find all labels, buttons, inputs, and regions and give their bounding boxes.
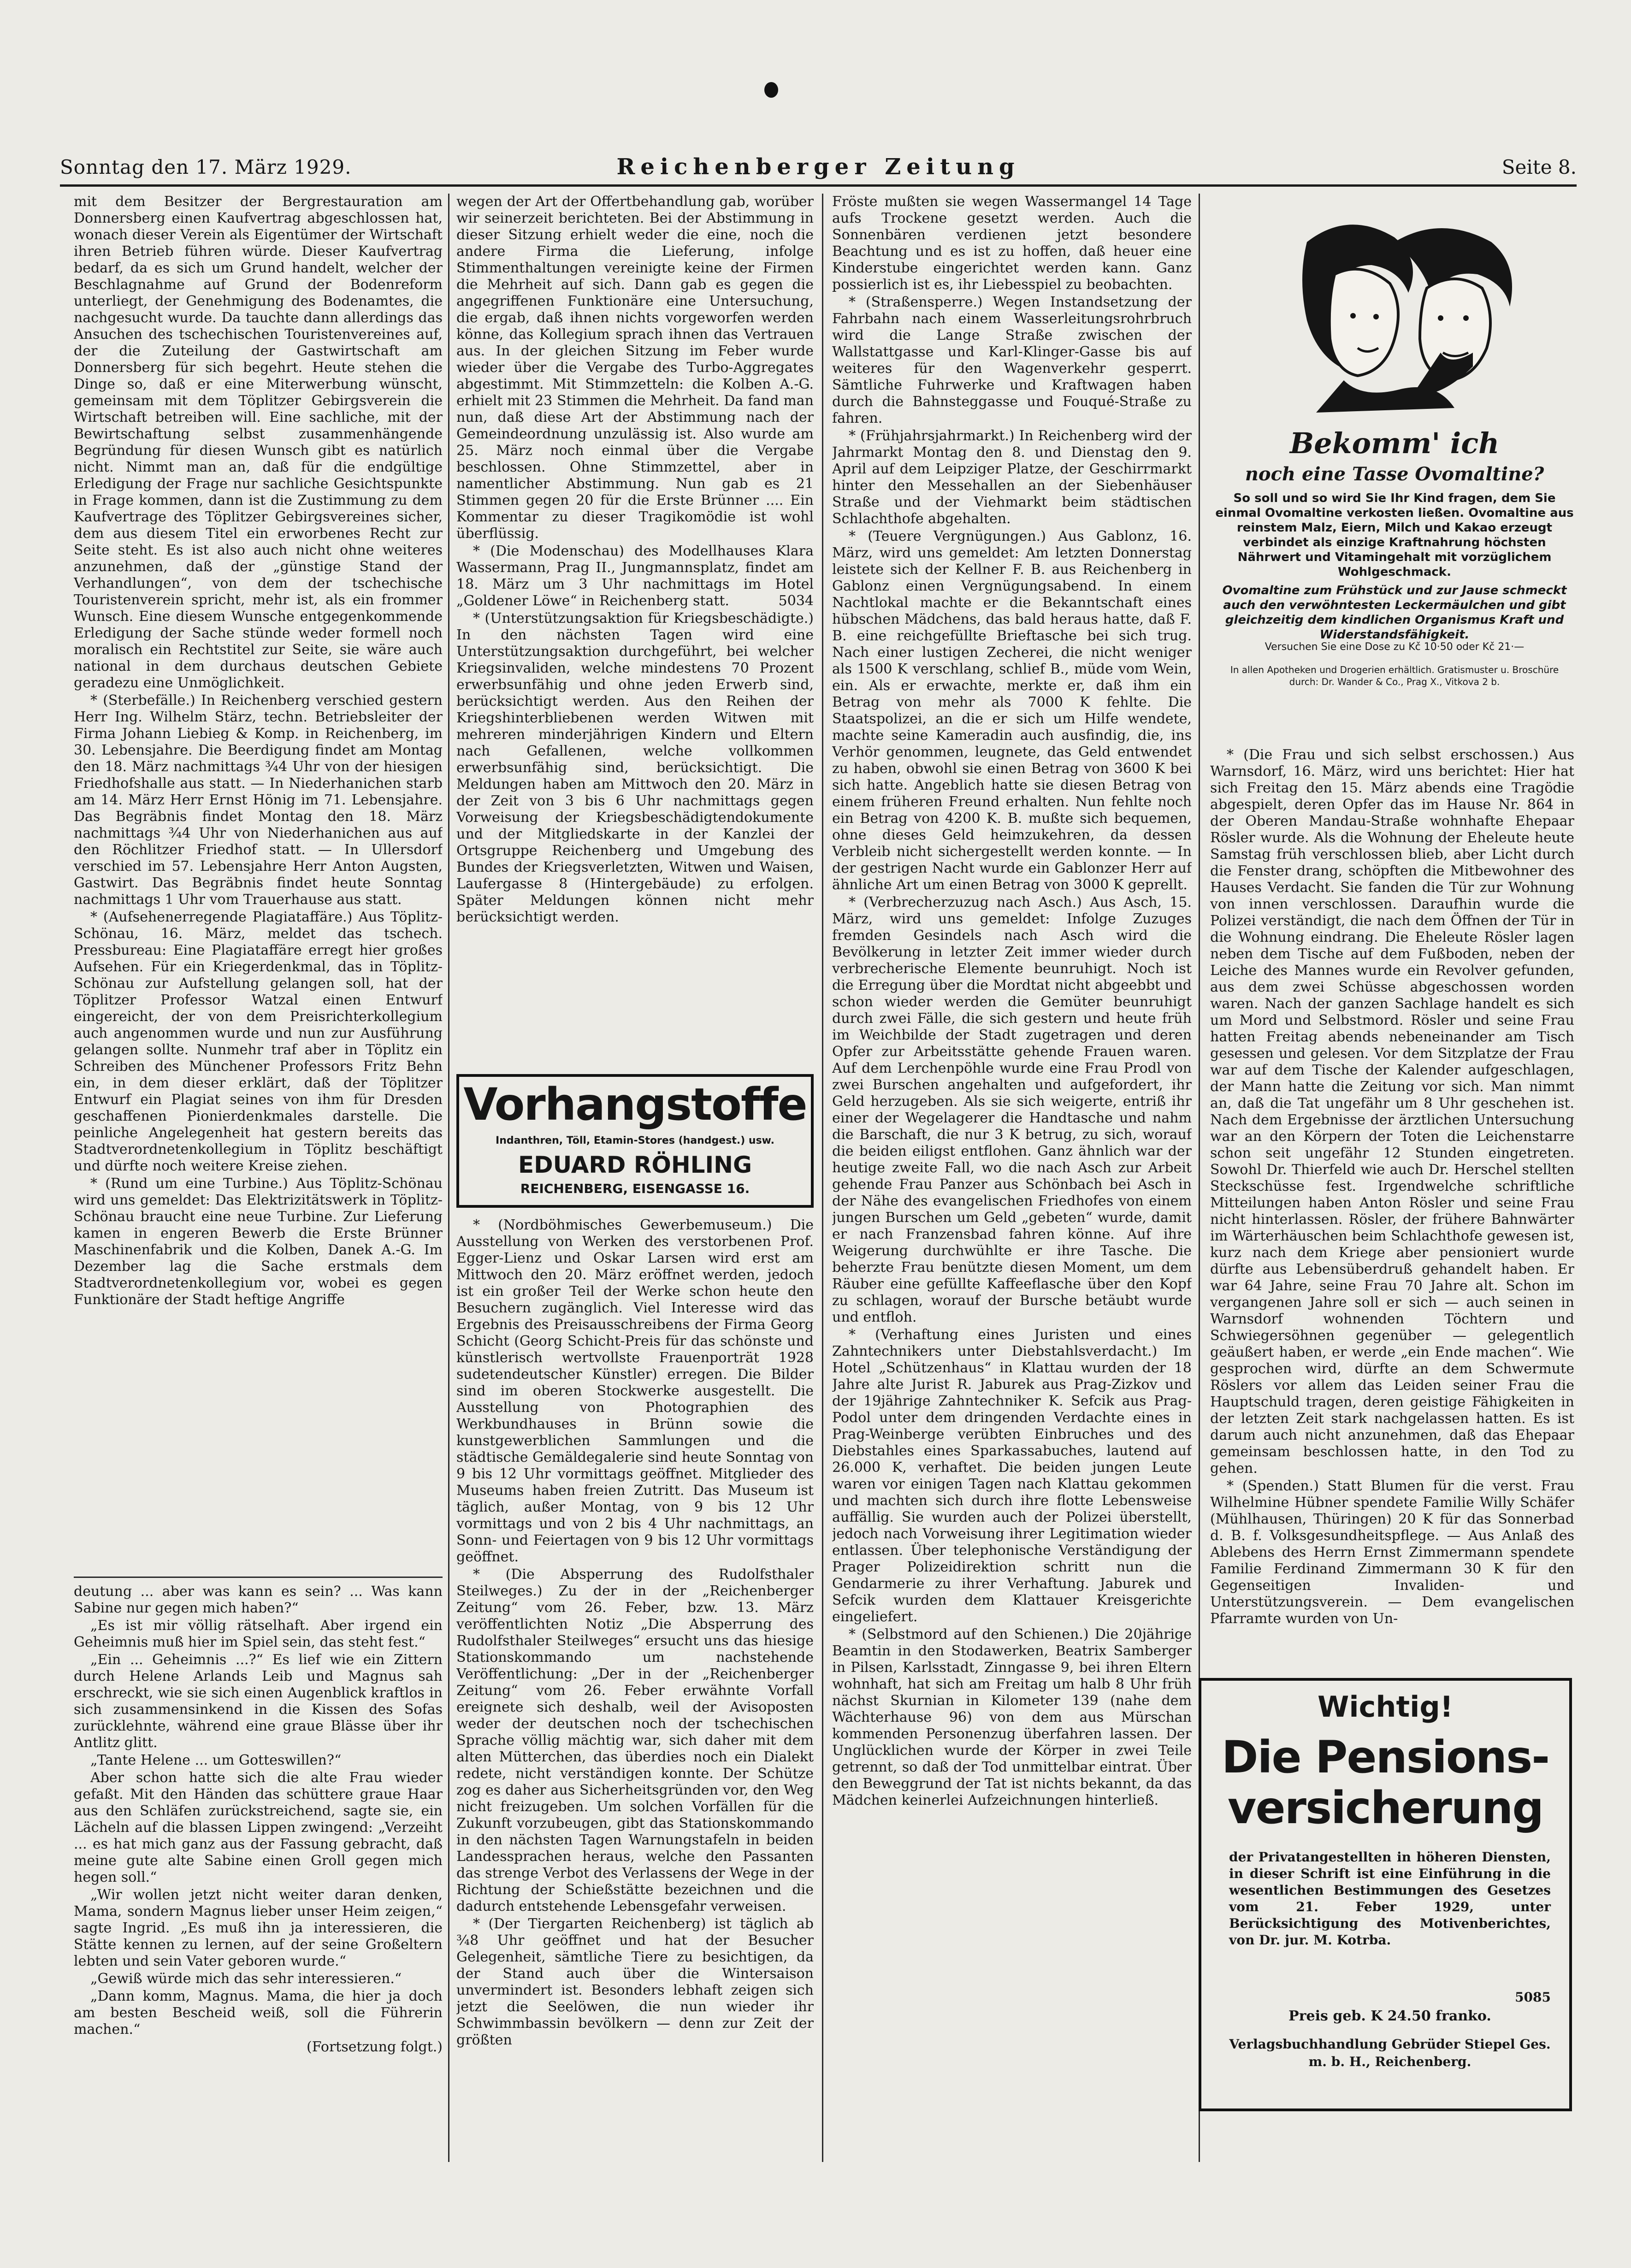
ad-subline: Indanthren, Töll, Etamin-Stores (handgest.) usw. xyxy=(496,1135,774,1146)
ad-offer: Versuchen Sie eine Dose zu Kč 10·50 oder Kč 21·— xyxy=(1265,641,1525,653)
ad-pensionsversicherung xyxy=(1199,1678,1572,2111)
article-paragraph: * (Verhaftung eines Juristen und eines Zahntechnikers unter Diebstahlsverdacht.) Im Hotel „Schützenhaus“ in Klattau wurden der 18 Jahre alte Jurist R. Jaburek aus Prag-Zizkov und der 19jährige Zahntechniker K. Sefcik aus Prag-Podol unter dem dringenden Verdachte eines in Prag-Weinberge verübten Einbruches und des Diebstahles eines Sparkassabuches, lautend auf 26.000 K, verhaftet. Die beiden jungen Leute waren vor einigen Tagen nach Klattau gekommen und machten sich durch ihre flotte Lebensweise auffällig. Sie wurden auch der Polizei überstellt, jedoch nach Vorweisung ihrer Legitimation wieder entlassen. Über telephonische Verständigung der Prager Polizeidirektion schritt nun die Gendarmerie zu ihrer Verhaftung. Jaburek und Sefcik wurden dem Klattauer Kreisgerichte eingeliefert. xyxy=(832,1327,1192,1625)
novel-paragraph: „Wir wollen jetzt nicht weiter daran denken, Mama, sondern Magnus lieber unser Heim zeigen,“ sagte Ingrid. „Es muß ihn ja interessieren, die Stätte kennen zu lernen, auf der seine Großeltern lebten und sein Vater geboren wurde.“ xyxy=(74,1887,443,1969)
article-paragraph: * (Sterbefälle.) In Reichenberg verschied gestern Herr Ing. Wilhelm Stärz, techn. Betriebsleiter der Firma Johann Liebieg & Komp. in Reichenberg, im 30. Lebensjahre. Die Beerdigung findet am Montag den 18. März nachmittags ¾4 Uhr von der hiesigen Friedhofshalle aus statt. — In Niederhanichen starb am 14. März Herr Ernst Hönig im 71. Lebensjahre. Das Begräbnis findet Montag den 18. März nachmittags ¾4 Uhr von Niederhanichen aus auf den Röchlitzer Friedhof statt. — In Ullersdorf verschied im 57. Lebensjahre Herr Anton Augsten, Gastwirt. Das Begräbnis findet heute Sonntag nachmittags 1 Uhr vom Trauerhause aus statt. xyxy=(74,692,443,908)
article-paragraph: * (Nordböhmisches Gewerbemuseum.) Die Ausstellung von Werken des verstorbenen Prof. Egger-Lienz und Oskar Larsen wird erst am Mittwoch den 20. März eröffnet werden, jedoch ist ein großer Teil der Werke schon heute den Besuchern zugänglich. Viel Interesse wird das Ergebnis des Preisausschreibens der Firma Georg Schicht (Georg Schicht-Preis für das schönste und künstlerisch wertvollste Frauenporträt 1928 sudetendeutscher Künstler) erregen. Die Bilder sind im oberen Stockwerke ausgestellt. Die Ausstellung von Photographien des Werkbundhauses in Brünn sowie die kunstgewerblichen Sammlungen und die städtische Gemäldegalerie sind heute Sonntag von 9 bis 12 Uhr vormittags geöffnet. Mitglieder des Museums haben freien Zutritt. Das Museum ist täglich, außer Montag, von 9 bis 12 Uhr vormittags und von 2 bis 4 Uhr nachmittags, an Sonn- und Feiertagen von 9 bis 12 Uhr vormittags geöffnet. xyxy=(456,1217,814,1565)
novel-paragraph: „Tante Helene ... um Gotteswillen?“ xyxy=(90,1752,342,1768)
article-paragraph: mit dem Besitzer der Bergrestauration am Donnersberg einen Kaufvertrag abgeschlossen hat, wonach dieser Verein als Eigentümer der Wirtschaft ihren Betrieb führen würde. Dieser Kaufvertrag bedarf, da es sich um Grund handelt, welcher der Beschlagnahme auf Grund der Bodenreform unterliegt, der Genehmigung des Bodenamtes, die nachgesucht wurde. Da tauchte dann allerdings das Ansuchen des tschechischen Touristenvereines auf, der die Zuteilung der Gastwirtschaft am Donnersberg für sich begehrt. Heute stehen die Dinge so, daß er eine Miterwerbung wünscht, gemeinsam mit dem Töplitzer Gebirgsverein die Wirtschaft betreiben will. Eine sachliche, mit der Bewirtschaftung selbst zusammenhängende Begründung für diesen Wunsch gibt es natürlich nicht. Nimmt man an, daß für die endgültige Erledigung der Frage nur sachliche Gesichtspunkte in Frage kommen, dann ist die Zustimmung zu dem Kaufvertrage des Töplitzer Gebirgsvereines sicher, dem aus diesem Titel ein erworbenes Recht zur Seite steht. Es ist also auch nicht ohne weiteres anzunehmen, daß der „günstige Stand der Verhandlungen“, von dem der tschechische Touristenverein spricht, mehr ist, als ein frommer Wunsch. Eine diesem Wunsche entgegenkommende Erledigung der Sache stünde weder formell noch moralisch ein Rechtstitel zur Seite, sie wäre auch national in dem durchaus deutschen Gebiete geradezu eine Unmöglichkeit. xyxy=(74,194,443,691)
ad-body: So soll und so wird Sie Ihr Kind fragen, dem Sie einmal Ovomaltine verkosten ließen. Ovomaltine aus reinstem Malz, Eiern, Milch und Kakao erzeugt verbindet als einzige Kraftnahrung höchsten Nährwert und Vitamingehalt mit vorzüglichem Wohlgeschmack. xyxy=(1215,491,1574,579)
ad-headline: Vorhangstoffe xyxy=(463,1079,807,1130)
article-paragraph: * (Straßensperre.) Wegen Instandsetzung der Fahrbahn nach einem Wasserleitungsrohrbruch wird die Lange Straße zwischen der Wallstattgasse und Karl-Klinger-Gasse bis auf weiteres für den Wagenverkehr gesperrt. Sämtliche Fuhrwerke und Kraftwagen haben durch die Bahnsteggasse und Fouqué-Straße zu fahren. xyxy=(832,294,1192,426)
article-paragraph: * (Die Frau und sich selbst erschossen.) Aus Warnsdorf, 16. März, wird uns berichtet: Hier hat sich Freitag den 15. März abends eine Tragödie abgespielt, deren Opfer das im Hause Nr. 864 in der Oberen Mandau-Straße wohnhafte Ehepaar Rösler wurde. Als die Wohnung der Eheleute heute Samstag früh verschlossen blieb, aber Licht durch die Fenster drang, schöpften die Mitbewohner des Hauses Verdacht. Sie fanden die Tür zur Wohnung von innen verschlossen. Daraufhin wurde die Polizei verständigt, die nach dem Öffnen der Tür in die Wohnung eindrang. Die Eheleute Rösler lagen neben dem Tische auf dem Fußboden, neben der Leiche des Mannes wurde ein Revolver gefunden, aus dem zwei Schüsse abgeschossen worden waren. Nach der ganzen Sachlage handelt es sich um Mord und Selbstmord. Rösler und seine Frau hatten Freitag abends nebeneinander am Tisch gesessen und gelesen. Vor dem Sitzplatze der Frau war auf dem Tische der Kalender aufgeschlagen, der Mann hatte die Zeitung vor sich. Man nimmt an, daß die Tat ungefähr um 8 Uhr geschehen ist. Nach dem Ergebnisse der ärztlichen Untersuchung war an den Körpern der Toten die Leichenstarre schon seit ungefähr 12 Stunden eingetreten. Sowohl Dr. Thierfeld wie auch Dr. Herschel stellten Steckschüsse fest. Irgendwelche schriftliche Mitteilungen haben Anton Rösler und seine Frau nicht hinterlassen. Rösler, der frühere Bahnwärter im Wärterhäuschen beim Schlachthofe gewesen ist, kurz nach dem Kriege aber pensioniert wurde dürfte aus Lebensüberdruß gehandelt haben. Er war 64 Jahre, seine Frau 70 Jahre alt. Schon im vergangenen Jahre soll er sich — auch seinen in Warnsdorf wohnenden Töchtern und Schwiegersöhnen gegenüber — gelegentlich geäußert haben, er werde „ein Ende machen“. Wie gesprochen wird, dürfte an dem Schwermute Röslers vor allem das Leiden seiner Frau die Hauptschuld tragen, deren geistige Fähigkeiten in der letzten Zeit stark nachgelassen hatten. Es ist darum auch nicht anzunehmen, daß das Ehepaar gemeinsam beschlossen hatte, in den Tod zu gehen. xyxy=(1210,747,1574,1477)
article-paragraph: * (Verbrecherzuzug nach Asch.) Aus Asch, 15. März, wird uns gemeldet: Infolge Zuzuges fremden Gesindels nach Asch wird die Bevölkerung in letzter Zeit immer wieder durch verbrecherische Elemente beunruhigt. Noch ist die Erregung über die Mordtat nicht abgeebbt und schon wieder werden die Gemüter beunruhigt durch zwei Fälle, die sich gestern und heute früh im Weichbilde der Stadt zugetragen und deren Opfer zur Arbeitsstätte gehende Frauen waren. Auf dem Lerchenpöhle wurde eine Frau Prodl von zwei Burschen angehalten und aufgefordert, ihr Geld herzugeben. Als sie sich weigerte, entriß ihr einer der Wegelagerer die Handtasche und nahm die Barschaft, die nur 3 K betrug, zu sich, worauf die beiden eiligst entflohen. Ganz ähnlich war der heutige zweite Fall, wo die nach Asch zur Arbeit gehende Frau Panzer aus Schönbach bei Asch in der Nähe des evangelischen Friedhofes von einem jungen Burschen um Geld „gebeten“ wurde, damit er nach Franzensbad fahren könne. Auf ihre Weigerung durchwühlte er ihre Tasche. Die beherzte Frau benützte diesen Moment, um dem Räuber eine gefüllte Kaffeeflasche über den Kopf zu schlagen, worauf der Bursche betäubt wurde und entfloh. xyxy=(832,894,1192,1325)
ad-body: der Privatangestellten in höheren Diensten, in dieser Schrift ist eine Einführung in die wesentlichen Bestimmungen des Gesetzes vom 21. Feber 1929, unter Berücksichtigung des Motivenberichtes, von Dr. jur. M. Kotrba. xyxy=(1229,1849,1551,1948)
novel-paragraph: deutung ... aber was kann es sein? ... Was kann Sabine nur gegen mich haben?“ xyxy=(74,1583,443,1616)
ad-attention: Wichtig! xyxy=(1317,1690,1454,1724)
column-2-bottom xyxy=(456,1217,814,2160)
mother-child-illustration xyxy=(1288,214,1528,413)
ad-price: Preis geb. K 24.50 franko. xyxy=(1288,2008,1491,2024)
article-paragraph xyxy=(456,543,814,609)
column-1 xyxy=(74,194,443,1572)
ad-firm: EDUARD RÖHLING xyxy=(518,1152,752,1178)
novel-paragraph: „Gewiß würde mich das sehr interessieren.“ xyxy=(90,1971,402,1987)
novel-paragraph: Aber schon hatte sich die alte Frau wieder gefaßt. Mit den Händen das schüttere graue Haar aus den Schläfen zurückstreichend, sagte sie, ein Lächeln auf die blassen Lippen zwingend: „Verzeiht ... es hat mich ganz aus der Fassung gebracht, daß meine gute alte Sabine einen Groll gegen mich hegen soll.“ xyxy=(74,1770,443,1885)
article-paragraph: * (Selbstmord auf den Schienen.) Die 20jährige Beamtin in den Stodawerken, Beatrix Samberger in Pilsen, Karlsstadt, Zinngasse 9, bei ihren Eltern wohnhaft, hat sich am Freitag um halb 8 Uhr früh nächst Skurnian in Kilometer 139 (nahe dem Wächterhause 96) von dem aus Mürschan kommenden Personenzug überfahren lassen. Der Unglücklichen wurde der Körper in zwei Teile getrennt, so daß der Tod unmittelbar eintrat. Über den Beweggrund der Tat ist nichts bekannt, da das Mädchen keinerlei Aufzeichnungen hinterließ. xyxy=(832,1626,1192,1808)
article-paragraph: * (Spenden.) Statt Blumen für die verst. Frau Wilhelmine Hübner spendete Familie Willy Schäfer (Mühlhausen, Thüringen) 20 K für das Sonnerbad d. B. f. Volksgesundheitspflege. — Aus Anlaß des Ablebens des Herrn Ernst Zimmermann spendete Familie Ferdinand Zimmermann 30 K für den Gegenseitigen Invaliden- und Unterstützungsverein. — Dem evangelischen Pfarramte wurden von Un- xyxy=(1210,1478,1574,1627)
ad-subhead: noch eine Tasse Ovomaltine? xyxy=(1245,463,1544,485)
ad-vorhangstoffe xyxy=(456,1074,814,1208)
continuation-note: (Fortsetzung folgt.) xyxy=(307,2039,443,2055)
novel-paragraph: „Dann komm, Magnus. Mama, die hier ja doch am besten Bescheid weiß, soll die Führerin machen.“ xyxy=(74,1988,443,2038)
novel-paragraph: „Ein ... Geheimnis ...?“ Es lief wie ein Zittern durch Helene Arlands Leib und Magnus sah erschreckt, wie sie sich einen Augenblick kraftlos in sich zusammensinkend in die Kissen des Sofas zurücklehnte, während eine graue Blässe über ihr Antlitz glitt. xyxy=(74,1652,443,1751)
feuilleton-rule xyxy=(74,1577,443,1578)
ad-slogan: Ovomaltine zum Frühstück und zur Jause schmeckt auch den verwöhntesten Leckermäulchen und gibt gleichzeitig dem kindlichen Organismus Kraft und Widerstandsfähigkeit. xyxy=(1222,584,1567,642)
article-text: * (Die Modenschau) des Modellhauses Klara Wassermann, Prag II., Jungmannsplatz, findet am 18. März um 3 Uhr nachmittags im Hotel „Goldener Löwe“ in Reichenberg statt. xyxy=(456,543,814,609)
column-4 xyxy=(1210,747,1574,1669)
ad-title-line-1: Die Pensions- xyxy=(1221,1731,1549,1783)
masthead: Reichenberger Zeitung xyxy=(616,154,1020,180)
article-paragraph: * (Die Absperrung des Rudolfsthaler Steilweges.) Zu der in der „Reichenberger Zeitung“ vom 26. Feber, bzw. 13. März veröffentlichten Notiz „Die Absperrung des Rudolfsthaler Steilweges“ ersucht uns das hiesige Stationskommando um nachstehende Veröffentlichung: „Der in der „Reichenberger Zeitung“ vom 26. Feber erwähnte Vorfall ereignete sich deshalb, weil der Avisoposten weder der deutschen noch der tschechischen Sprache völlig mächtig war, sich daher mit dem alten Mütterchen, das überdies noch ein Dialekt redete, nicht verständigen konnte. Der Schütze zog es daher aus Sicherheitsgründen vor, den Weg nicht freizugeben. Um solchen Vorfällen für die Zukunft vorzubeugen, gibt das Stationskommando in den nächsten Tagen Warnungstafeln in beiden Landessprachen heraus, welche den Passanten das strenge Verbot des Verlassens der Wege in der Richtung der Schießstätte bezeichnen und die dadurch entstehende Lebensgefahr verweisen. xyxy=(456,1566,814,1914)
punch-hole xyxy=(764,82,778,98)
article-paragraph: * (Frühjahrsjahrmarkt.) In Reichenberg wird der Jahrmarkt Montag den 8. und Dienstag den 9. April auf dem Leipziger Platze, der Geschirrmarkt hinter den Messehallen an der Siebenhäuser Straße und der Viehmarkt beim städtischen Schlachthofe abgehalten. xyxy=(832,428,1192,527)
ad-fineprint: In allen Apotheken und Drogerien erhältlich. Gratismuster u. Broschüre durch: Dr. Wander & Co., Prag X., Vitkova 2 b. xyxy=(1230,664,1559,687)
ad-reference: 5085 xyxy=(1515,1990,1551,2005)
ad-publisher: Verlagsbuchhandlung Gebrüder Stiepel Ges. m. b. H., Reichenberg. xyxy=(1229,2037,1551,2069)
column-rule xyxy=(448,194,449,2162)
article-paragraph: * (Teuere Vergnügungen.) Aus Gablonz, 16. März, wird uns gemeldet: Am letzten Donnerstag leistete sich der Kellner F. B. aus Reichenberg in Gablonz einen Vergnügungsabend. In einem Nachtlokal machte er die Bekanntschaft eines hübschen Mädchens, das bald heraus hatte, daß F. B. eine reichgefüllte Brieftasche bei sich trug. Nach einer lustigen Zecherei, die nicht weniger als 1500 K verschlang, schlief B., müde vom Wein, ein. Als er erwachte, merkte er, daß ihm ein Betrag von mehr als 7000 K fehlte. Die Staatspolizei, an die er sich um Hilfe wendete, machte seine Kameradin auch ausfindig, die, ins Verhör genommen, leugnete, das Geld entwendet zu haben, obwohl sie einen Betrag von 3600 K bei sich hatte. Angeblich hatte sie diesen Betrag von einem früheren Freund erhalten. Nun fehlte noch ein Betrag von 4200 K. B. mußte sich bequemen, ohne dieses Geld heimzukehren, da dessen Verbleib nicht sichergestellt werden konnte. — In der gestrigen Nacht wurde ein Gablonzer Herr auf ähnliche Art um einen Betrag von 3000 K geprellt. xyxy=(832,528,1192,893)
column-rule xyxy=(822,194,823,2162)
ad-address: REICHENBERG, EISENGASSE 16. xyxy=(520,1181,750,1196)
article-paragraph: * (Aufsehenerregende Plagiataffäre.) Aus Töplitz-Schönau, 16. März, meldet das tschech. Pressbureau: Eine Plagiataffäre erregt hier großes Aufsehen. Für ein Kriegerdenkmal, das in Töplitz-Schönau zur Aufstellung gelangen soll, hat der Töplitzer Professor Watzal einen Entwurf eingereicht, der von dem Preisrichterkollegium auch angenommen wurde und nun zur Ausführung gelangen sollte. Nunmehr traf aber in Töplitz ein Schreiben des Münchener Professors Fritz Behn ein, in dem dieser erklärt, daß der Töplitzer Entwurf ein Plagiat seines von ihm für Dresden geschaffenen Pionierdenkmales darstelle. Die peinliche Angelegenheit hat gestern bereits das Stadtverordnetenkollegium in Töplitz beschäftigt und dürfte noch weitere Kreise ziehen. xyxy=(74,909,443,1174)
article-paragraph: Fröste mußten sie wegen Wassermangel 14 Tage aufs Trockene gesetzt werden. Auch die Sonnenbären verdienen jetzt besondere Beachtung und es ist zu hoffen, daß heuer eine Kinderstube eingerichtet werden kann. Ganz possierlich ist es, ihr Liebesspiel zu beobachten. xyxy=(832,194,1192,293)
column-3 xyxy=(832,194,1192,2160)
article-paragraph: * (Rund um eine Turbine.) Aus Töplitz-Schönau wird uns gemeldet: Das Elektrizitätswerk in Töplitz-Schönau braucht eine neue Turbine. Zur Lieferung kamen in engeren Bewerb die Erste Brünner Maschinenfabrik und die Kolben, Danek A.-G. Im Dezember lag die Sache erstmals dem Stadtverordnetenkollegium vor, wobei es gegen Funktionäre der Stadt heftige Angriffe xyxy=(74,1175,443,1308)
ad-title-line-2: versicherung xyxy=(1227,1782,1543,1834)
page-number: Seite 8. xyxy=(1501,156,1577,178)
ad-headline: Bekomm' ich xyxy=(1289,426,1500,460)
ad-ovomaltine xyxy=(1210,210,1579,721)
article-paragraph: * (Der Tiergarten Reichenberg) ist täglich ab ¾8 Uhr geöffnet und hat der Besucher Gelegenheit, sämtliche Tiere zu besichtigen, da der Stand auch über die Wintersaison unvermindert ist. Besonders lebhaft zeigen sich jetzt die Seelöwen, die nun wieder ihr Schwimmbassin bevölkern — denn zur Zeit der größten xyxy=(456,1916,814,2048)
feuilleton-novel xyxy=(74,1583,443,2160)
page-header xyxy=(60,152,1577,187)
issue-date: Sonntag den 17. März 1929. xyxy=(60,156,352,178)
article-paragraph: * (Unterstützungsaktion für Kriegsbeschädigte.) In den nächsten Tagen wird eine Unterstützungsaktion durchgeführt, bei welcher Kriegsinvaliden, welche mindestens 70 Prozent erwerbsunfähig und ohne jeden Erwerb sind, berücksichtigt werden. Aus den Reihen der Kriegshinterbliebenen werden Witwen mit mehreren minderjährigen Kindern und Eltern nach Gefallenen, welche vollkommen erwerbsunfähig sind, berücksichtigt. Die Meldungen haben am Mittwoch den 20. März in der Zeit von 3 bis 6 Uhr nachmittags gegen Vorweisung der Kriegsbeschädigtendokumente und der Mitgliedskarte in der Kanzlei der Ortsgruppe Reichenberg und Umgebung des Bundes der Kriegsverletzten, Witwen und Waisen, Laufergasse 8 (Hintergebäude) zu erfolgen. Später Meldungen können nicht mehr berücksichtigt werden. xyxy=(456,610,814,925)
novel-paragraph: „Es ist mir völlig rätselhaft. Aber irgend ein Geheimnis muß hier im Spiel sein, das steht fest.“ xyxy=(74,1618,443,1650)
article-paragraph: wegen der Art der Offertbehandlung gab, worüber wir seinerzeit berichteten. Bei der Abstimmung in dieser Sitzung erhielt weder die eine, noch die andere Firma die Lieferung, infolge Stimmenthaltungen vereinigte keine der Firmen die Mehrheit auf sich. Dann gab es gegen die angegriffenen Funktionäre eine Untersuchung, die ergab, daß ihnen nichts vorgeworfen werden könne, das Kollegium sprach ihnen das Vertrauen aus. In der gleichen Sitzung im Feber wurde wieder über die Vergabe des Turbo-Aggregates abgestimmt. Mit Stimmzetteln: die Kolben A.-G. erhielt mit 23 Stimmen die Mehrheit. Da fand man nun, daß diese Art der Abstimmung nach der Gemeindeordnung unzulässig ist. Also wurde am 25. März noch einmal über die Vergabe beschlossen. Ohne Stimmzettel, aber in namentlicher Abstimmung. Nun gab es 21 Stimmen gegen 20 für die Erste Brünner .... Ein Kommentar zu dieser Tragikomödie ist wohl überflüssig. xyxy=(456,194,814,542)
column-2-top xyxy=(456,194,814,1069)
ad-reference: 5034 xyxy=(778,593,814,609)
